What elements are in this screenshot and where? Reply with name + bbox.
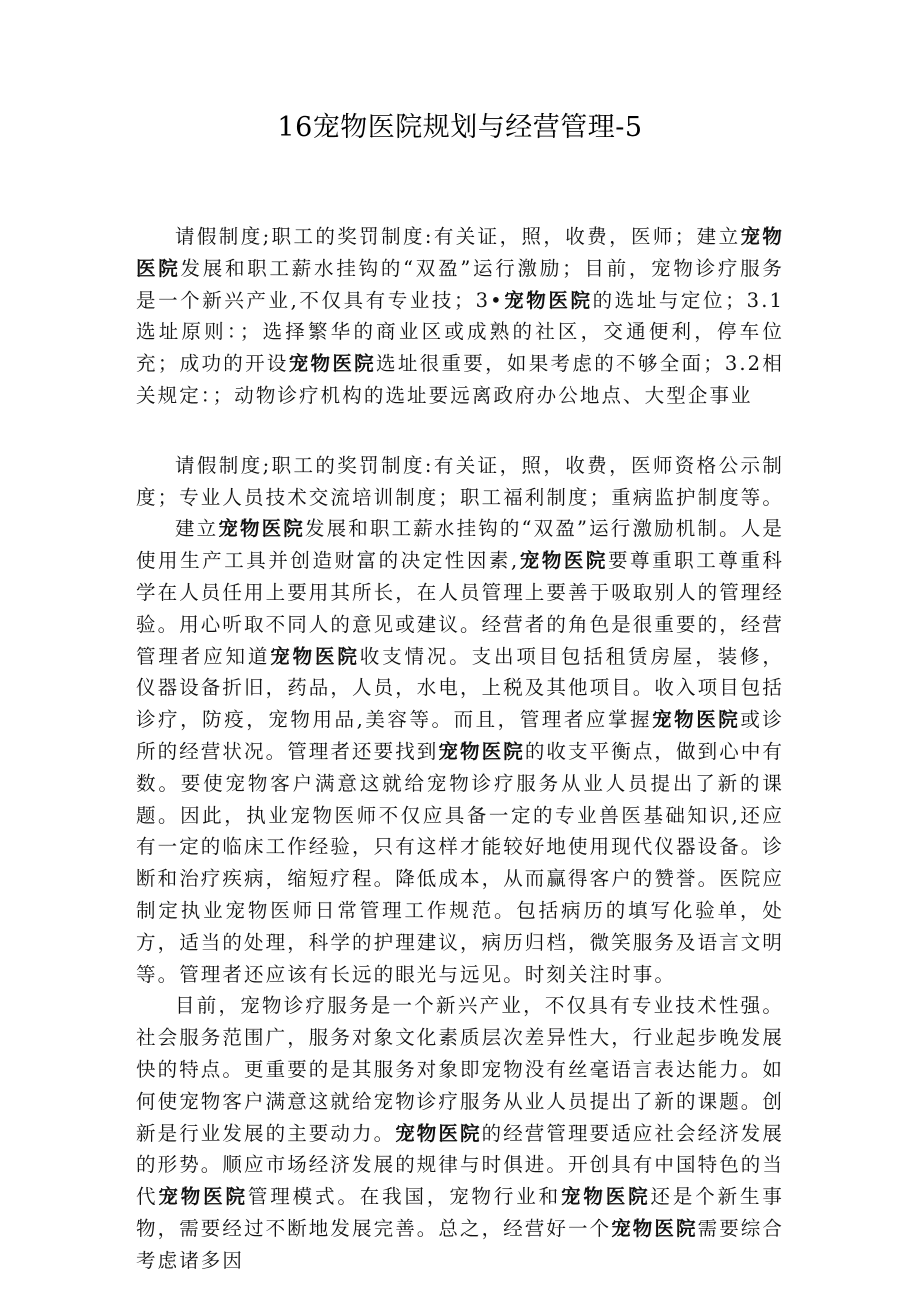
document-body — [136, 221, 784, 1277]
body-text: 需要综合考虑诸多因 — [136, 1216, 785, 1272]
body-text: 建立 — [175, 517, 219, 541]
body-text: 还是个新生事物，需要经过不断地发展完善。总之，经营好一个 — [136, 1185, 784, 1240]
body-text: 要尊重职工尊重科学在人员任用上要用其所长，在人员管理上要善于吸取别人的管理经验。用心听取不同人的意见或建议。经营者的角色是很重要的，经营管理者应知道 — [136, 549, 785, 668]
keyword-highlight: 宠物医院 — [519, 549, 608, 573]
paragraph-rules — [136, 450, 784, 514]
body-text: 选址很重要，如果考虑的不够全面；3.2相关规定：；动物诊疗机构的选址要远离政府办公地点、大型企事业 — [136, 352, 785, 407]
body-text: 发展和职工薪水挂钩的“双盈”运行激励机制。人是使用生产工具并创造财富的决定性因素, — [136, 517, 784, 573]
body-text: 的经营管理要适应社会经济发展的形势。顺应市场经济发展的规律与时俱进。开创具有中国特色的当代 — [136, 1121, 785, 1209]
body-text: 目前，宠物诊疗服务是一个新兴产业，不仅具有专业技术性强。社会服务范围广，服务对象文化素质层次差异性大，行业起步晚发展快的特点。更重要的是其服务对象即宠物没有丝毫语言表达能力。如何使宠物客户满意这就给宠物诊疗服务从业人员提出了新的课题。创新是行业发展的主要动力。 — [136, 994, 785, 1145]
body-text: 发展和职工薪水挂钩的“双盈”运行激励；目前，宠物诊疗服务是一个新兴产业,不仅具有专业技；3• — [136, 256, 784, 312]
keyword-highlight: 宠物医院 — [136, 225, 785, 280]
paragraph-management — [136, 513, 784, 990]
keyword-highlight: 宠物医院 — [438, 739, 525, 763]
abstract-paragraph — [136, 221, 784, 412]
keyword-highlight: 宠物医院 — [218, 517, 305, 541]
keyword-highlight: 宠物医院 — [158, 1185, 248, 1209]
page-title: 16宠物医院规划与经营管理-5 — [277, 112, 643, 143]
keyword-highlight: 宠物医院 — [561, 1185, 651, 1209]
paragraph-industry — [136, 990, 784, 1276]
body-text: 管理模式。在我国，宠物行业和 — [247, 1185, 562, 1209]
keyword-highlight: 宠物医院 — [503, 288, 593, 312]
body-text: 收支情况。支出项目包括租赁房屋，装修，仪器设备折旧，药品，人员，水电，上税及其他项目。收入项目包括诊疗，防疫，宠物用品,美容等。而且，管理者应掌握 — [136, 644, 785, 732]
keyword-highlight: 宠物医院 — [288, 352, 377, 376]
keyword-highlight: 宠物医院 — [611, 1216, 698, 1240]
keyword-highlight: 宠物医院 — [652, 708, 741, 732]
body-text: 的选址与定位；3.1选址原则：；选择繁华的商业区或成熟的社区，交通便利，停车位充；成功的开设 — [136, 288, 784, 376]
body-text: 请假制度;职工的奖罚制度:有关证，照，收费，医师资格公示制度；专业人员技术交流培训制度；职工福利制度；重病监护制度等。 — [136, 453, 785, 509]
body-text: 的收支平衡点，做到心中有数。要使宠物客户满意这就给宠物诊疗服务从业人员提出了新的课题。因此，执业宠物医师不仅应具备一定的专业兽医基础知识,还应有一定的临床工作经验，只有这样才能较好地使用现代仪器设备。诊断和治疗疾病，缩短疗程。降低成本，从而赢得客户的赞誉。医院应制定执业宠物医师日常管理工作规范。包括病历的填写化验单，处方，适当的处理，科学的护理建议，病历归档，微笑服务及语言文明等。管理者还应该有长远的眼光与远见。时刻关注时事。 — [136, 739, 785, 986]
body-text: 请假制度;职工的奖罚制度:有关证，照，收费，医师；建立 — [175, 225, 741, 248]
body-text: 或诊所的经营状况。管理者还要找到 — [136, 708, 784, 763]
keyword-highlight: 宠物医院 — [395, 1121, 482, 1145]
keyword-highlight: 宠物医院 — [270, 644, 360, 668]
